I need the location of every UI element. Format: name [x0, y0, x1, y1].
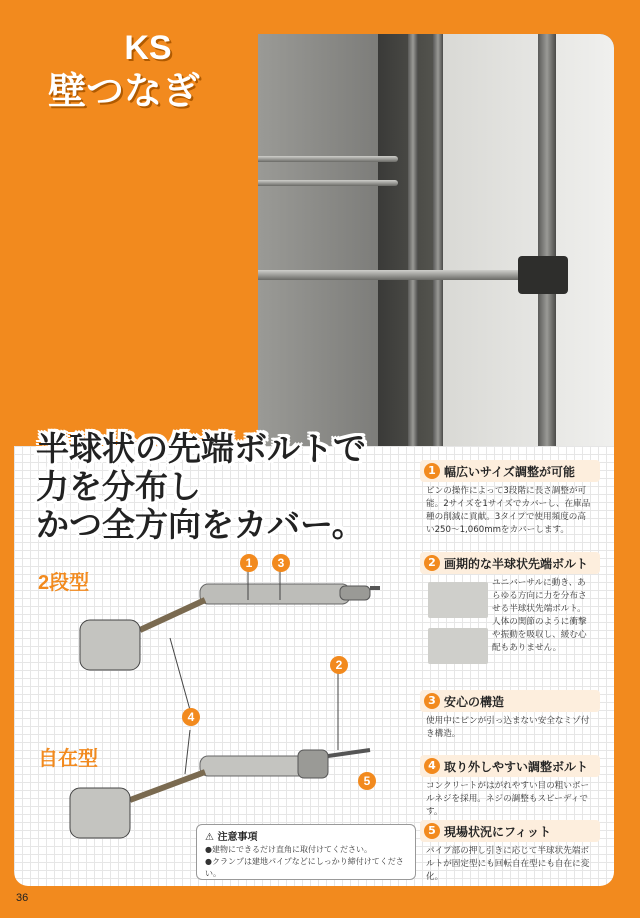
- feature-2-title: 画期的な半球状先端ボルト: [444, 556, 589, 571]
- warning-icon: ⚠: [205, 832, 214, 843]
- feature-1-body: ピンの操作によって3段階に長さ調整が可能。2サイズを1サイズでカバーし、在庫品種の削減に貢献。3タイプで使用頻度の高い250～1,060mmをカバーします。: [426, 486, 591, 535]
- callout-1: 1: [240, 554, 258, 572]
- caution-item-1: ●建物にできるだけ直角に取付けてください。: [205, 845, 372, 854]
- feature-5-body: パイプ部の押し引きに応じて半球状先端ボルトが固定型にも回転自在型にも自在に変化。: [426, 846, 590, 882]
- bolt-photo-1: [428, 582, 488, 618]
- caution-box: [196, 824, 416, 880]
- page-title: [48, 26, 248, 114]
- product-illustration: [40, 560, 410, 840]
- feature-5: [420, 820, 600, 884]
- scaffold-photo: [258, 34, 614, 446]
- headline-line-1: 半球状の先端ボルトで: [36, 430, 366, 467]
- headline: [36, 430, 366, 544]
- bolt-photo-2: [428, 628, 488, 664]
- feature-3-title: 安心の構造: [444, 694, 505, 709]
- callout-3: 3: [272, 554, 290, 572]
- page-number: 36: [16, 892, 29, 904]
- title-main: 壁つなぎ: [48, 71, 201, 113]
- feature-1-number: 1: [424, 463, 440, 479]
- feature-1-title: 幅広いサイズ調整が可能: [444, 464, 576, 479]
- feature-3-body: 使用中にピンが引っ込まない安全なミゾ付き構造。: [426, 716, 590, 739]
- caution-title: 注意事項: [217, 832, 258, 843]
- feature-3-number: 3: [424, 693, 440, 709]
- feature-4-title: 取り外しやすい調整ボルト: [444, 759, 589, 774]
- feature-4-body: コンクリートがはがれやすい目の粗いボールネジを採用。ネジの調整もスピーディです。: [426, 781, 590, 817]
- caution-item-2: ●クランプは建地パイプなどにしっかり締付けてください。: [205, 857, 404, 878]
- type-label-jizai: 自在型: [38, 748, 98, 770]
- feature-2-body: ユニバーサルに動き、あらゆる方向に力を分布させる半球状先端ボルト。人体の関節のように衝撃や振動を吸収し、緩む心配もありません。: [492, 578, 587, 653]
- feature-4-number: 4: [424, 758, 440, 774]
- feature-2: [420, 552, 600, 655]
- feature-1: [420, 460, 600, 537]
- headline-line-3: かつ全方向をカバー。: [36, 506, 365, 543]
- feature-5-number: 5: [424, 823, 440, 839]
- feature-5-title: 現場状況にフィット: [444, 824, 552, 839]
- headline-line-2: 力を分布し: [36, 468, 201, 505]
- title-ks: KS: [124, 29, 172, 67]
- callout-5: 5: [358, 772, 376, 790]
- feature-2-number: 2: [424, 555, 440, 571]
- callout-4: 4: [182, 708, 200, 726]
- callout-2: 2: [330, 656, 348, 674]
- feature-3: [420, 690, 600, 741]
- type-label-2dan: 2段型: [38, 572, 90, 594]
- feature-4: [420, 755, 600, 819]
